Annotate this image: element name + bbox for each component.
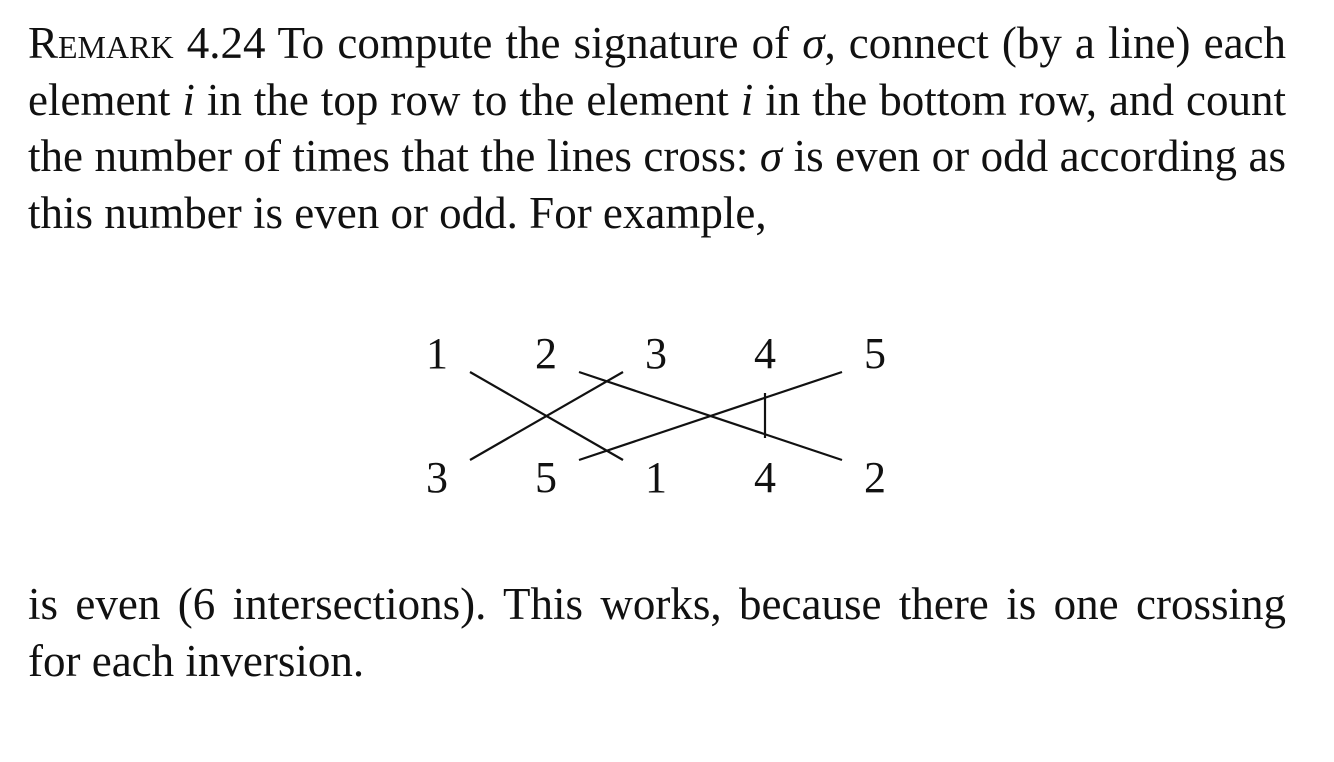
remark-text-1: To compute the signature of	[277, 18, 803, 68]
top-label-5: 5	[864, 329, 886, 378]
bottom-label-4: 4	[754, 453, 776, 502]
remark-text-3: in the top row to the element	[194, 74, 741, 125]
remark-text-4: in the bottom row, and count the number of times that the lines cross:	[28, 74, 1286, 181]
remark-text-2: , connect (by a line) each element	[28, 18, 1287, 125]
bottom-label-1: 3	[426, 453, 448, 502]
remark-label: Remark	[28, 18, 174, 68]
top-label-2: 2	[535, 329, 557, 378]
sigma-symbol: σ	[802, 18, 825, 68]
top-row	[426, 329, 886, 378]
bottom-label-2: 5	[535, 453, 557, 502]
i-symbol: i	[182, 74, 195, 125]
top-label-1: 1	[426, 329, 448, 378]
bottom-row	[426, 453, 886, 502]
connecting-lines	[470, 372, 842, 460]
conclusion-paragraph: is even (6 intersections). This works, because there is one crossing for each inversion.	[28, 579, 1286, 686]
bottom-label-5: 2	[864, 453, 886, 502]
top-label-4: 4	[754, 329, 776, 378]
remark-number: 4.24	[186, 18, 266, 68]
remark-text-5: is even or odd according as this number is even or odd. For example,	[28, 131, 1286, 238]
sigma-symbol: σ	[759, 131, 783, 181]
bottom-label-3: 1	[645, 453, 667, 502]
top-label-3: 3	[645, 329, 667, 378]
i-symbol: i	[740, 74, 754, 125]
